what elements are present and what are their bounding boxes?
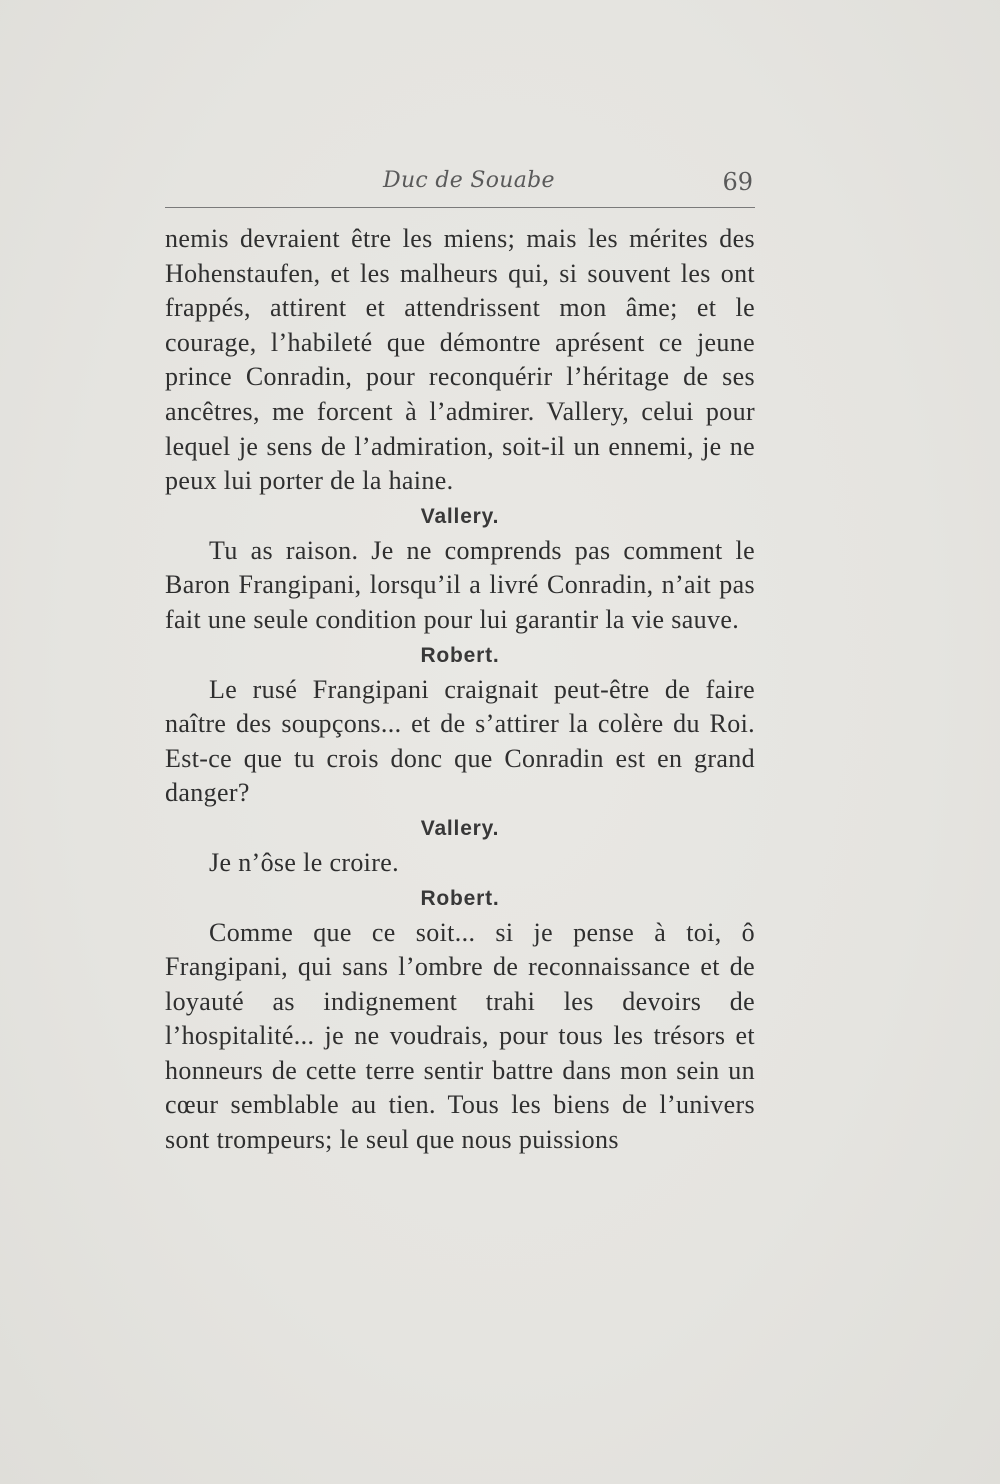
opening-paragraph: nemis devraient être les miens; mais les mérites des Hohenstaufen, et les malheurs qui, si souvent les ont frappés, attirent et attendrissent mon âme; et le courage, l’habileté que démontre aprésent ce jeune prince Conradin, pour reconquérir l’héritage de ses ancêtres, me forcent à l’admirer. Vallery, celui pour lequel je sens de l’admiration, soit-il un ennemi, je ne peux lui porter de la haine. — [165, 224, 755, 496]
speaker-name: Vallery. — [420, 816, 500, 840]
running-title: Duc de Souabe — [383, 168, 555, 193]
speech-text: Le rusé Frangipani craignait peut-être de faire naître des soupçons... et de s’attirer la colère du Roi. Est-ce que tu crois donc que Conradin est en grand danger? — [165, 674, 755, 808]
speech-text: Je n’ôse le croire. — [209, 847, 400, 877]
page-number: 69 — [722, 168, 753, 196]
speech-block — [165, 884, 755, 1158]
speech-block — [165, 641, 755, 811]
speaker-name: Vallery. — [420, 504, 500, 528]
speech-text: Comme que ce soit... si je pense à toi, ô Frangipani, qui sans l’ombre de reconnaissance et de loyauté as indignement trahi les devoirs de l’hospitalité... je ne voudrais, pour tous les trésors et honneurs de cette terre sentir battre dans mon sein un cœur semblable au tien. Tous les biens de l’univers sont trompeurs; le seul que nous puissions — [165, 917, 755, 1155]
speech-text: Tu as raison. Je ne comprends pas comment le Baron Frangipani, lorsqu’il a livré Conradin, n’ait pas fait une seule condition pour lui garantir la vie sauve. — [165, 535, 755, 634]
speech-block — [165, 814, 755, 881]
speaker-name: Robert. — [420, 886, 500, 910]
speech-block — [165, 502, 755, 638]
header-rule — [165, 207, 755, 208]
page-body — [165, 222, 755, 1158]
speaker-name: Robert. — [420, 643, 500, 667]
page-header — [165, 166, 755, 204]
